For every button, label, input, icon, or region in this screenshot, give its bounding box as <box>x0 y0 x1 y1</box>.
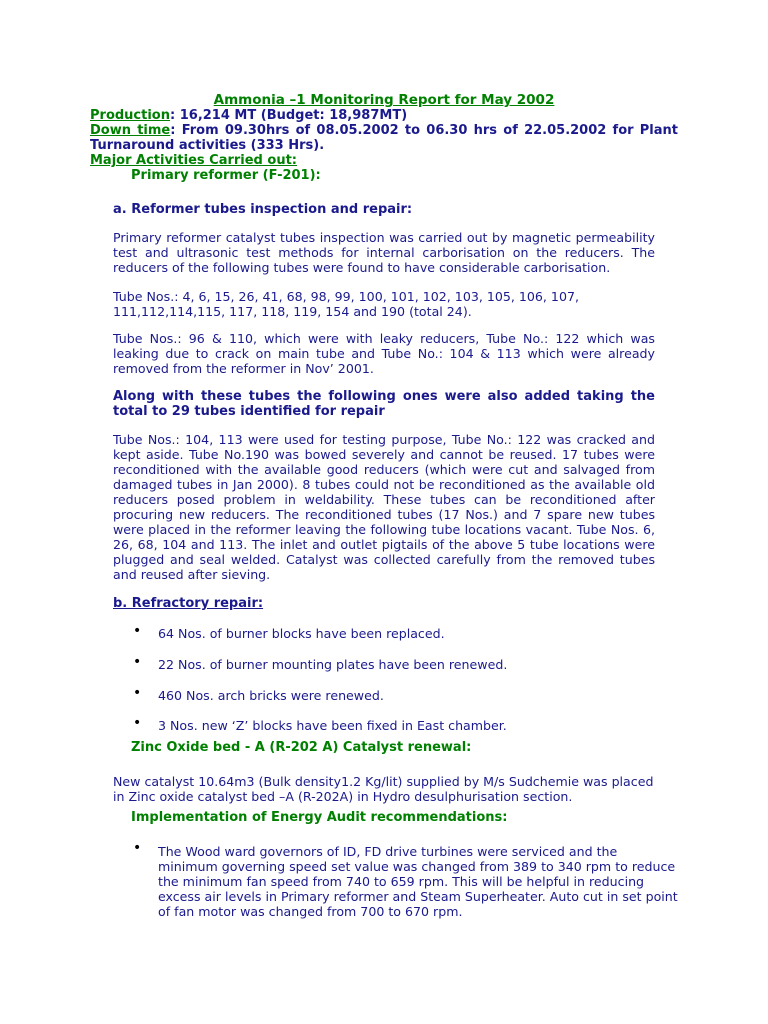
section-a-paragraph-5: Tube Nos.: 104, 113 were used for testing purpose, Tube No.: 122 was cracked and kept aside. Tube No.190 was bowed severely and cannot be reused. 17 tubes were reconditioned with the available good reducers (which were cut and salvaged from damaged tubes in Jan 2000). 8 tubes could not be reconditioned as the available old reducers posed problem in weldability. These tubes can be reconditioned after procuring new reducers. The reconditioned tubes (17 Nos.) and 7 spare new tubes were placed in the reformer leaving the following tube locations vacant. Tube Nos. 6, 26, 68, 104 and 113. The inlet and outlet pigtails of the above 5 tube locations were plugged and seal welded. Catalyst was collected carefully from the removed tubes and reused after sieving. <box>113 432 655 582</box>
section-a-paragraph-3: Tube Nos.: 96 & 110, which were with leaky reducers, Tube No.: 122 which was leaking due to crack on main tube and Tube No.: 104 & 113 which were already removed from the reformer in Nov’ 2001. <box>113 331 655 376</box>
refractory-item: 22 Nos. of burner mounting plates have been renewed. <box>158 657 508 672</box>
section-a-paragraph-1: Primary reformer catalyst tubes inspection was carried out by magnetic permeability test and ultrasonic test methods for internal carborisation on the reducers. The reducers of the following tubes were found to have considerable carborisation. <box>113 230 655 275</box>
refractory-item: 3 Nos. new ‘Z’ blocks have been fixed in East chamber. <box>158 718 507 733</box>
production-line <box>90 108 678 123</box>
refractory-item: 64 Nos. of burner blocks have been replaced. <box>158 626 445 641</box>
bullet-glyph: • <box>133 715 142 731</box>
zinc-oxide-paragraph: New catalyst 10.64m3 (Bulk density1.2 Kg/lit) supplied by M/s Sudchemie was placed in Zinc oxide catalyst bed –A (R-202A) in Hydro desulphurisation section. <box>113 774 654 804</box>
energy-audit-heading: Implementation of Energy Audit recommendations: <box>131 810 508 825</box>
bullet-glyph: • <box>133 623 142 639</box>
major-activities-heading: Major Activities Carried out: <box>90 153 297 168</box>
energy-audit-item: The Wood ward governors of ID, FD drive turbines were serviced and the minimum governing speed set value was changed from 389 to 340 rpm to reduce the minimum fan speed from 740 to 659 rpm. This will be helpful in reducing excess air levels in Primary reformer and Steam Superheater. Auto cut in set point of fan motor was changed from 700 to 670 rpm. <box>158 844 678 919</box>
section-a-paragraph-2: Tube Nos.: 4, 6, 15, 26, 41, 68, 98, 99, 100, 101, 102, 103, 105, 106, 107, 111,112,114,115, 117, 118, 119, 154 and 190 (total 24). <box>113 289 579 319</box>
production-label: Production <box>90 108 170 123</box>
section-a-heading: a. Reformer tubes inspection and repair: <box>113 202 413 217</box>
bullet-glyph: • <box>133 654 142 670</box>
zinc-oxide-heading: Zinc Oxide bed - A (R-202 A) Catalyst renewal: <box>131 740 472 755</box>
downtime-value: : From 09.30hrs of 08.05.2002 to 06.30 hrs of 22.05.2002 for Plant Turnaround activities (333 Hrs). <box>90 123 679 153</box>
section-b-heading: b. Refractory repair: <box>113 596 264 611</box>
refractory-item: 460 Nos. arch bricks were renewed. <box>158 688 384 703</box>
bullet-glyph: • <box>133 685 142 701</box>
bullet-glyph: • <box>133 840 142 856</box>
downtime-line <box>90 123 678 153</box>
section-a-paragraph-4: Along with these tubes the following ones were also added taking the total to 29 tubes identified for repair <box>113 389 655 419</box>
production-value: : 16,214 MT (Budget: 18,987MT) <box>170 108 408 123</box>
report-title: Ammonia –1 Monitoring Report for May 2002 <box>213 92 555 108</box>
primary-reformer-heading: Primary reformer (F-201): <box>131 168 321 183</box>
downtime-label: Down time <box>90 123 171 138</box>
